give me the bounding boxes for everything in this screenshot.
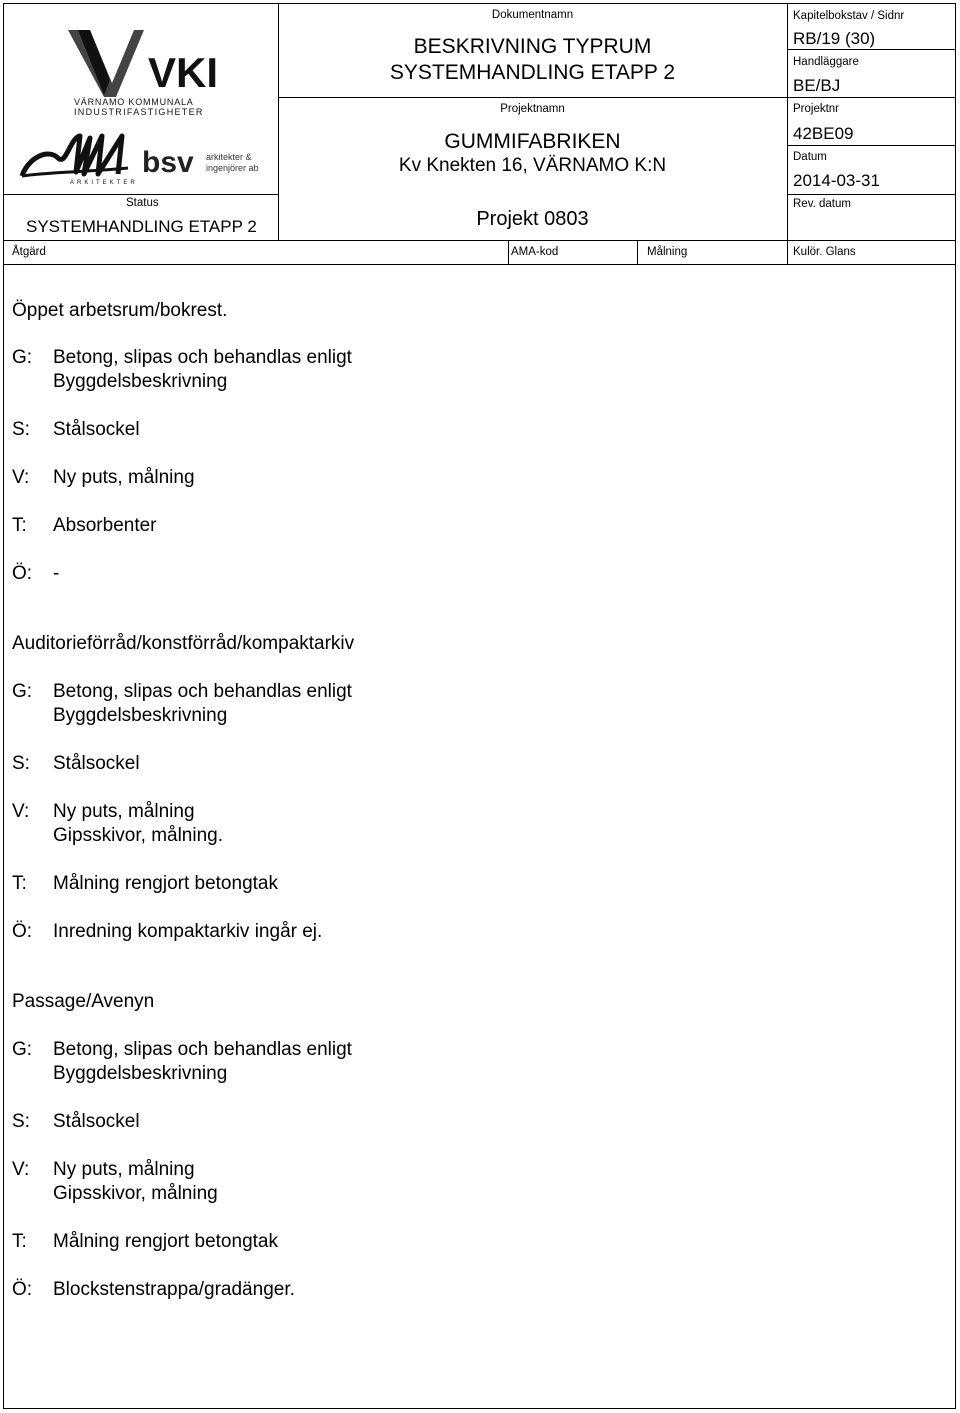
vki-logo-subtitle: VÄRNAMO KOMMUNALA: [74, 97, 194, 107]
spec-line: -: [53, 563, 60, 584]
spec-key: G:: [12, 347, 33, 368]
section-title: Passage/Avenyn: [12, 991, 155, 1012]
spec-line: Gipsskivor, målning.: [53, 825, 224, 846]
column-action: Åtgärd: [12, 246, 46, 258]
project-name-label: Projektnamn: [500, 103, 565, 115]
column-ama-code: AMA-kod: [511, 246, 559, 258]
spec-key: V:: [12, 1159, 30, 1180]
spec-line: Stålsockel: [53, 419, 140, 440]
spec-line: Absorbenter: [53, 515, 157, 536]
section-title: Öppet arbetsrum/bokrest.: [12, 300, 228, 321]
spec-line: Byggdelsbeskrivning: [53, 371, 228, 392]
date-value: 2014-03-31: [793, 171, 880, 190]
project-name-line2: Kv Knekten 16, VÄRNAMO K:N: [398, 155, 667, 176]
spec-key: G:: [12, 681, 33, 702]
vki-logo-text: VKI: [148, 49, 219, 96]
spec-key: V:: [12, 467, 30, 488]
divider: [278, 97, 787, 98]
spec-line: Ny puts, målning: [53, 467, 195, 488]
divider: [787, 49, 956, 50]
divider: [787, 3, 788, 240]
vki-logo-mark: [20, 25, 270, 115]
spec-line: Byggdelsbeskrivning: [53, 1063, 228, 1084]
handler-value: BE/BJ: [793, 76, 841, 95]
mm-logo-mark: [18, 128, 273, 188]
spec-key: Ö:: [12, 1279, 33, 1300]
document-name-line1: BESKRIVNING TYPRUM: [413, 35, 652, 58]
spec-line: Ny puts, målning: [53, 801, 195, 822]
chapter-label: Kapitelbokstav / Sidnr: [793, 10, 905, 22]
spec-key: T:: [12, 873, 27, 894]
vki-logo: [20, 25, 270, 115]
column-color-gloss: Kulör. Glans: [793, 246, 856, 258]
project-no-value: 42BE09: [793, 124, 854, 143]
spec-line: Inredning kompaktarkiv ingår ej.: [53, 921, 323, 942]
chapter-value: RB/19 (30): [793, 29, 876, 48]
spec-line: Blockstenstrappa/gradänger.: [53, 1279, 295, 1300]
spec-line: Målning rengjort betongtak: [53, 1231, 278, 1252]
spec-key: T:: [12, 515, 27, 536]
spec-line: Ny puts, målning: [53, 1159, 195, 1180]
spec-line: Betong, slipas och behandlas enligt: [53, 1039, 352, 1060]
spec-key: Ö:: [12, 563, 33, 584]
spec-key: V:: [12, 801, 30, 822]
spec-line: Målning rengjort betongtak: [53, 873, 278, 894]
project-no-label: Projektnr: [793, 103, 840, 115]
rev-date-label: Rev. datum: [793, 198, 851, 210]
document-name-label: Dokumentnamn: [491, 9, 574, 21]
handler-label: Handläggare: [793, 56, 859, 68]
project-name-line1: GUMMIFABRIKEN: [444, 130, 621, 153]
spec-line: Betong, slipas och behandlas enligt: [53, 681, 352, 702]
status-label: Status: [126, 197, 159, 209]
spec-line: Betong, slipas och behandlas enligt: [53, 347, 352, 368]
column-paint: Målning: [647, 246, 688, 258]
divider: [787, 97, 956, 98]
divider: [787, 194, 956, 195]
divider: [787, 240, 788, 264]
divider: [3, 194, 278, 195]
spec-line: Gipsskivor, målning: [53, 1183, 218, 1204]
divider: [3, 240, 956, 241]
document-name-line2: SYSTEMHANDLING ETAPP 2: [389, 61, 676, 84]
project-code: Projekt 0803: [476, 208, 589, 230]
spec-key: T:: [12, 1231, 27, 1252]
section-title: Auditorieförråd/konstförråd/kompaktarkiv: [12, 633, 355, 654]
divider: [3, 264, 956, 265]
spec-line: Stålsockel: [53, 753, 140, 774]
mm-logo-caption: ARKITEKTER: [70, 180, 138, 186]
mm-bsv-logo: [18, 128, 273, 188]
spec-key: S:: [12, 753, 30, 774]
bsv-logo-subtitle: arkitekter &: [206, 152, 252, 162]
vki-logo-subtitle: INDUSTRIFASTIGHETER: [74, 107, 204, 115]
spec-key: S:: [12, 419, 30, 440]
date-label: Datum: [793, 151, 827, 163]
spec-key: Ö:: [12, 921, 33, 942]
spec-key: S:: [12, 1111, 30, 1132]
bsv-logo-subtitle: ingenjörer ab: [206, 163, 259, 173]
divider: [508, 240, 509, 264]
spec-key: G:: [12, 1039, 33, 1060]
divider: [637, 240, 638, 264]
spec-line: Byggdelsbeskrivning: [53, 705, 228, 726]
status-value: SYSTEMHANDLING ETAPP 2: [26, 217, 257, 236]
spec-line: Stålsockel: [53, 1111, 140, 1132]
divider: [787, 145, 956, 146]
bsv-logo-text: bsv: [142, 146, 194, 179]
